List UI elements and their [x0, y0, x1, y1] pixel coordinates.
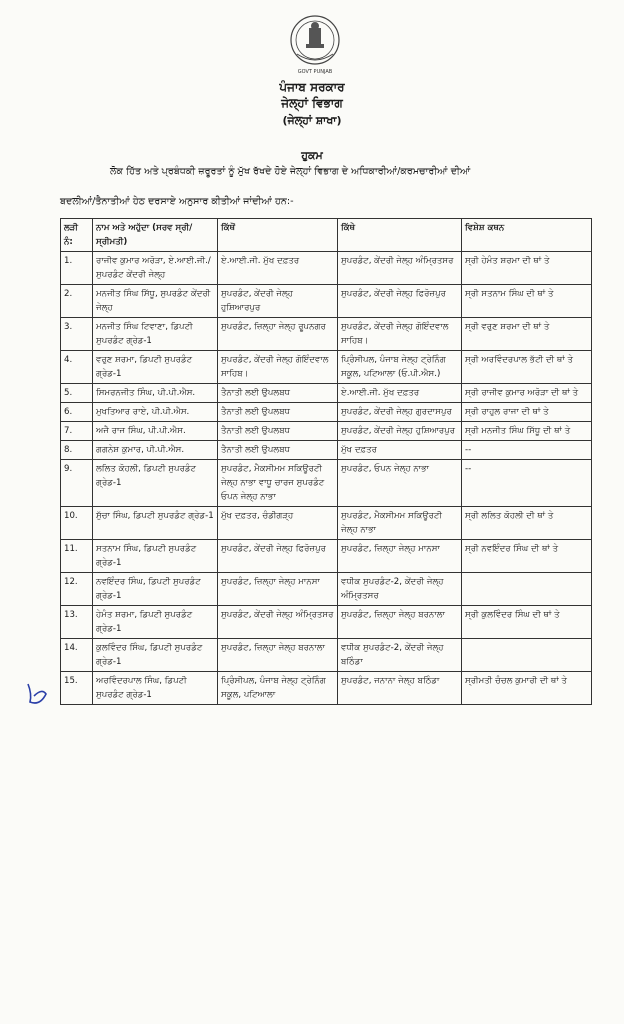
emblem-caption: GOVT PUNJAB	[297, 69, 333, 75]
cell-sr: 6.	[61, 403, 93, 422]
cell-to: ਸੁਪਰਡੰਟ, ਕੇਂਦਰੀ ਜੇਲ੍ਹ ਫਿਰੋਜ਼ਪੁਰ	[338, 285, 462, 318]
table-row	[61, 384, 592, 403]
order-intro-line2: ਬਦਲੀਆਂ/ਤੈਨਾਤੀਆਂ ਹੇਠ ਦਰਸਾਏ ਅਨੁਸਾਰ ਕੀਤੀਆਂ ਜਾਂਦੀਆਂ ਹਨ:-	[60, 196, 294, 207]
cell-name: ਅਰਵਿੰਦਰਪਾਲ ਸਿੰਘ, ਡਿਪਟੀ ਸੁਪਰਡੰਟ ਗ੍ਰੇਡ-1	[93, 672, 218, 705]
cell-from: ਸੁਪਰਡੰਟ, ਕੇਂਦਰੀ ਜੇਲ੍ਹ ਫਿਰੋਜ਼ਪੁਰ	[218, 540, 338, 573]
cell-from: ਤੈਨਾਤੀ ਲਈ ਉਪਲਬਧ	[218, 403, 338, 422]
cell-from: ਸੁਪਰਡੰਟ, ਜ਼ਿਲ੍ਹਾ ਜੇਲ੍ਹ ਬਰਨਾਲਾ	[218, 639, 338, 672]
cell-name: ਲਲਿਤ ਕੋਹਲੀ, ਡਿਪਟੀ ਸੁਪਰਡੰਟ ਗ੍ਰੇਡ-1	[93, 460, 218, 507]
cell-remarks: ਸ੍ਰੀ ਸਤਨਾਮ ਸਿੰਘ ਦੀ ਥਾਂ ਤੇ	[462, 285, 592, 318]
cell-name: ਮਨਜੀਤ ਸਿੰਘ ਸਿੱਧੂ, ਸੁਪਰਡੰਟ ਕੇਂਦਰੀ ਜੇਲ੍ਹ	[93, 285, 218, 318]
cell-from: ਸੁਪਰਡੰਟ, ਜ਼ਿਲ੍ਹਾ ਜੇਲ੍ਹ ਮਾਨਸਾ	[218, 573, 338, 606]
cell-to: ਸੁਪਰਡੰਟ, ਕੇਂਦਰੀ ਜੇਲ੍ਹ ਗੋਇੰਦਵਾਲ ਸਾਹਿਬ।	[338, 318, 462, 351]
cell-to: ਸੁਪਰਡੰਟ, ਜਨਾਨਾ ਜੇਲ੍ਹ ਬਠਿੰਡਾ	[338, 672, 462, 705]
cell-from: ਮੁੱਖ ਦਫ਼ਤਰ, ਚੰਡੀਗੜ੍ਹ	[218, 507, 338, 540]
table-row	[61, 672, 592, 705]
cell-sr: 8.	[61, 441, 93, 460]
cell-to: ਵਧੀਕ ਸੁਪਰਡੰਟ-2, ਕੇਂਦਰੀ ਜੇਲ੍ਹ ਅੰਮ੍ਰਿਤਸਰ	[338, 573, 462, 606]
cell-name: ਕੁਲਵਿੰਦਰ ਸਿੰਘ, ਡਿਪਟੀ ਸੁਪਰਡੰਟ ਗ੍ਰੇਡ-1	[93, 639, 218, 672]
cell-remarks: ਸ੍ਰੀਮਤੀ ਚੰਚਲ ਕੁਮਾਰੀ ਦੀ ਥਾਂ ਤੇ	[462, 672, 592, 705]
cell-sr: 10.	[61, 507, 93, 540]
cell-sr: 3.	[61, 318, 93, 351]
cell-from: ਸੁਪਰਡੰਟ, ਕੇਂਦਰੀ ਜੇਲ੍ਹ ਅੰਮ੍ਰਿਤਸਰ	[218, 606, 338, 639]
cell-name: ਸਿਮਰਨਜੀਤ ਸਿੰਘ, ਪੀ.ਪੀ.ਐਸ.	[93, 384, 218, 403]
cell-remarks: ਸ੍ਰੀ ਹੇਮੰਤ ਸ਼ਰਮਾ ਦੀ ਥਾਂ ਤੇ	[462, 252, 592, 285]
table-row	[61, 441, 592, 460]
cell-to: ਸੁਪਰਡੰਟ, ਕੇਂਦਰੀ ਜੇਲ੍ਹ ਗੁਰਦਾਸਪੁਰ	[338, 403, 462, 422]
table-row	[61, 403, 592, 422]
cell-name: ਸੁੱਚਾ ਸਿੰਘ, ਡਿਪਟੀ ਸੁਪਰਡੰਟ ਗ੍ਰੇਡ-1	[93, 507, 218, 540]
cell-to: ਸੁਪਰਡੰਟ, ਕੇਂਦਰੀ ਜੇਲ੍ਹ ਅੰਮ੍ਰਿਤਸਰ	[338, 252, 462, 285]
cell-remarks: ਸ੍ਰੀ ਕੁਲਵਿੰਦਰ ਸਿੰਘ ਦੀ ਥਾਂ ਤੇ	[462, 606, 592, 639]
cell-sr: 13.	[61, 606, 93, 639]
header-from: ਕਿੱਥੋਂ	[218, 219, 338, 252]
cell-to: ਮੁੱਖ ਦਫ਼ਤਰ	[338, 441, 462, 460]
table-row	[61, 351, 592, 384]
cell-to: ਸੁਪਰਡੰਟ, ਜ਼ਿਲ੍ਹਾ ਜੇਲ੍ਹ ਬਰਨਾਲਾ	[338, 606, 462, 639]
table-row	[61, 639, 592, 672]
cell-from: ਸੁਪਰਡੰਟ, ਕੇਂਦਰੀ ਜੇਲ੍ਹ ਹੁਸ਼ਿਆਰਪੁਰ	[218, 285, 338, 318]
cell-sr: 15.	[61, 672, 93, 705]
cell-name: ਮੁਖਤਿਆਰ ਰਾਏ, ਪੀ.ਪੀ.ਐਸ.	[93, 403, 218, 422]
cell-remarks: ਸ੍ਰੀ ਲਲਿਤ ਕੋਹਲੀ ਦੀ ਥਾਂ ਤੇ	[462, 507, 592, 540]
cell-name: ਸਤਨਾਮ ਸਿੰਘ, ਡਿਪਟੀ ਸੁਪਰਡੰਟ ਗ੍ਰੇਡ-1	[93, 540, 218, 573]
cell-name: ਨਵਇੰਦਰ ਸਿੰਘ, ਡਿਪਟੀ ਸੁਪਰਡੰਟ ਗ੍ਰੇਡ-1	[93, 573, 218, 606]
cell-sr: 2.	[61, 285, 93, 318]
header-sr: ਲੜੀ ਨੰ:	[61, 219, 93, 252]
cell-name: ਮਨਜੀਤ ਸਿੰਘ ਟਿਵਾਣਾ, ਡਿਪਟੀ ਸੁਪਰਡੰਟ ਗ੍ਰੇਡ-1	[93, 318, 218, 351]
cell-name: ਹੇਮੰਤ ਸ਼ਰਮਾ, ਡਿਪਟੀ ਸੁਪਰਡੰਟ ਗ੍ਰੇਡ-1	[93, 606, 218, 639]
cell-to: ਸੁਪਰਡੰਟ, ਕੇਂਦਰੀ ਜੇਲ੍ਹ ਹੁਸ਼ਿਆਰਪੁਰ	[338, 422, 462, 441]
cell-sr: 11.	[61, 540, 93, 573]
order-intro-line1: ਲੋਕ ਹਿੱਤ ਅਤੇ ਪ੍ਰਬੰਧਕੀ ਜ਼ਰੂਰਤਾਂ ਨੂੰ ਮੁੱਖ ਰੱਖਦੇ ਹੋਏ ਜੇਲ੍ਹਾਂ ਵਿਭਾਗ ਦੇ ਅਧਿਕਾਰੀਆਂ/ਕਰਮਚਾਰੀਆਂ ਦੀਆਂ	[110, 166, 471, 177]
table-row	[61, 252, 592, 285]
cell-from: ਪ੍ਰਿੰਸੀਪਲ, ਪੰਜਾਬ ਜੇਲ੍ਹ ਟ੍ਰੇਨਿੰਗ ਸਕੂਲ, ਪਟਿਆਲਾ	[218, 672, 338, 705]
department-name: ਜੇਲ੍ਹਾਂ ਵਿਭਾਗ	[281, 96, 343, 110]
table-row	[61, 318, 592, 351]
govt-name: ਪੰਜਾਬ ਸਰਕਾਰ	[279, 80, 345, 94]
cell-to: ਵਧੀਕ ਸੁਪਰਡੰਟ-2, ਕੇਂਦਰੀ ਜੇਲ੍ਹ ਬਠਿੰਡਾ	[338, 639, 462, 672]
cell-from: ਸੁਪਰਡੰਟ, ਜ਼ਿਲ੍ਹਾ ਜੇਲ੍ਹ ਰੂਪਨਗਰ	[218, 318, 338, 351]
cell-remarks: ਸ੍ਰੀ ਰਾਜੀਵ ਕੁਮਾਰ ਅਰੋੜਾ ਦੀ ਥਾਂ ਤੇ	[462, 384, 592, 403]
cell-name: ਰਾਜੀਵ ਕੁਮਾਰ ਅਰੋੜਾ, ਏ.ਆਈ.ਜੀ./ਸੁਪਰਡੰਟ ਕੇਂਦਰੀ ਜੇਲ੍ਹ	[93, 252, 218, 285]
cell-sr: 9.	[61, 460, 93, 507]
order-title: ਹੁਕਮ	[301, 149, 323, 162]
transfer-table	[60, 218, 592, 705]
cell-remarks	[462, 639, 592, 672]
table-row	[61, 422, 592, 441]
cell-sr: 4.	[61, 351, 93, 384]
cell-remarks: --	[462, 460, 592, 507]
cell-name: ਅਜੈ ਰਾਜ ਸਿੰਘ, ਪੀ.ਪੀ.ਐਸ.	[93, 422, 218, 441]
cell-remarks: ਸ੍ਰੀ ਮਨਜੀਤ ਸਿੰਘ ਸਿੱਧੂ ਦੀ ਥਾਂ ਤੇ	[462, 422, 592, 441]
table-row	[61, 606, 592, 639]
table-row	[61, 460, 592, 507]
cell-sr: 5.	[61, 384, 93, 403]
header-remarks: ਵਿਸ਼ੇਸ਼ ਕਥਨ	[462, 219, 592, 252]
table-row	[61, 540, 592, 573]
cell-remarks: ਸ੍ਰੀ ਰਾਹੁਲ ਰਾਜਾ ਦੀ ਥਾਂ ਤੇ	[462, 403, 592, 422]
cell-name: ਵਰੁਣ ਸ਼ਰਮਾ, ਡਿਪਟੀ ਸੁਪਰਡੰਟ ਗ੍ਰੇਡ-1	[93, 351, 218, 384]
cell-sr: 12.	[61, 573, 93, 606]
cell-to: ਸੁਪਰਡੰਟ, ਮੈਕਸੀਮਮ ਸਕਿਊਰਟੀ ਜੇਲ੍ਹ ਨਾਭਾ	[338, 507, 462, 540]
header-to: ਕਿੱਥੇ	[338, 219, 462, 252]
cell-remarks: ਸ੍ਰੀ ਵਰੁਣ ਸ਼ਰਮਾ ਦੀ ਥਾਂ ਤੇ	[462, 318, 592, 351]
branch-name: (ਜੇਲ੍ਹਾਂ ਸ਼ਾਖਾ)	[282, 114, 342, 127]
cell-to: ਏ.ਆਈ.ਜੀ. ਮੁੱਖ ਦਫ਼ਤਰ	[338, 384, 462, 403]
cell-to: ਪ੍ਰਿੰਸੀਪਲ, ਪੰਜਾਬ ਜੇਲ੍ਹ ਟ੍ਰੇਨਿੰਗ ਸਕੂਲ, ਪਟਿਆਲਾ (ਓ.ਪੀ.ਐਸ.)	[338, 351, 462, 384]
cell-remarks: ਸ੍ਰੀ ਨਵਇੰਦਰ ਸਿੰਘ ਦੀ ਥਾਂ ਤੇ	[462, 540, 592, 573]
cell-from: ਤੈਨਾਤੀ ਲਈ ਉਪਲਬਧ	[218, 441, 338, 460]
cell-sr: 1.	[61, 252, 93, 285]
cell-to: ਸੁਪਰਡੰਟ, ਜ਼ਿਲ੍ਹਾ ਜੇਲ੍ਹ ਮਾਨਸਾ	[338, 540, 462, 573]
table-row	[61, 285, 592, 318]
cell-remarks: ਸ੍ਰੀ ਅਰਵਿੰਦਰਪਾਲ ਭੱਟੀ ਦੀ ਥਾਂ ਤੇ	[462, 351, 592, 384]
cell-from: ਤੈਨਾਤੀ ਲਈ ਉਪਲਬਧ	[218, 384, 338, 403]
cell-sr: 14.	[61, 639, 93, 672]
cell-remarks	[462, 573, 592, 606]
table-header-row	[61, 219, 592, 252]
government-emblem	[289, 14, 341, 76]
cell-name: ਗਗਨੇਸ਼ ਕੁਮਾਰ, ਪੀ.ਪੀ.ਐਸ.	[93, 441, 218, 460]
header-name: ਨਾਮ ਅਤੇ ਅਹੁੱਦਾ (ਸਰਵ ਸ੍ਰੀ/ਸ੍ਰੀਮਤੀ)	[93, 219, 218, 252]
cell-from: ਸੁਪਰਡੰਟ, ਮੈਕਸੀਮਮ ਸਕਿਊਰਟੀ ਜੇਲ੍ਹ ਨਾਭਾ ਵਾਧੂ ਚਾਰਜ ਸੁਪਰਡੰਟ ਓਪਨ ਜੇਲ੍ਹ ਨਾਭਾ	[218, 460, 338, 507]
cell-to: ਸੁਪਰਡੰਟ, ਓਪਨ ਜੇਲ੍ਹ ਨਾਭਾ	[338, 460, 462, 507]
cell-from: ਸੁਪਰਡੰਟ, ਕੇਂਦਰੀ ਜੇਲ੍ਹ ਗੋਇੰਦਵਾਲ ਸਾਹਿਬ।	[218, 351, 338, 384]
handwritten-initial	[22, 680, 52, 708]
cell-from: ਏ.ਆਈ.ਜੀ. ਮੁੱਖ ਦਫ਼ਤਰ	[218, 252, 338, 285]
cell-remarks: --	[462, 441, 592, 460]
table-row	[61, 507, 592, 540]
cell-sr: 7.	[61, 422, 93, 441]
cell-from: ਤੈਨਾਤੀ ਲਈ ਉਪਲਬਧ	[218, 422, 338, 441]
table-row	[61, 573, 592, 606]
